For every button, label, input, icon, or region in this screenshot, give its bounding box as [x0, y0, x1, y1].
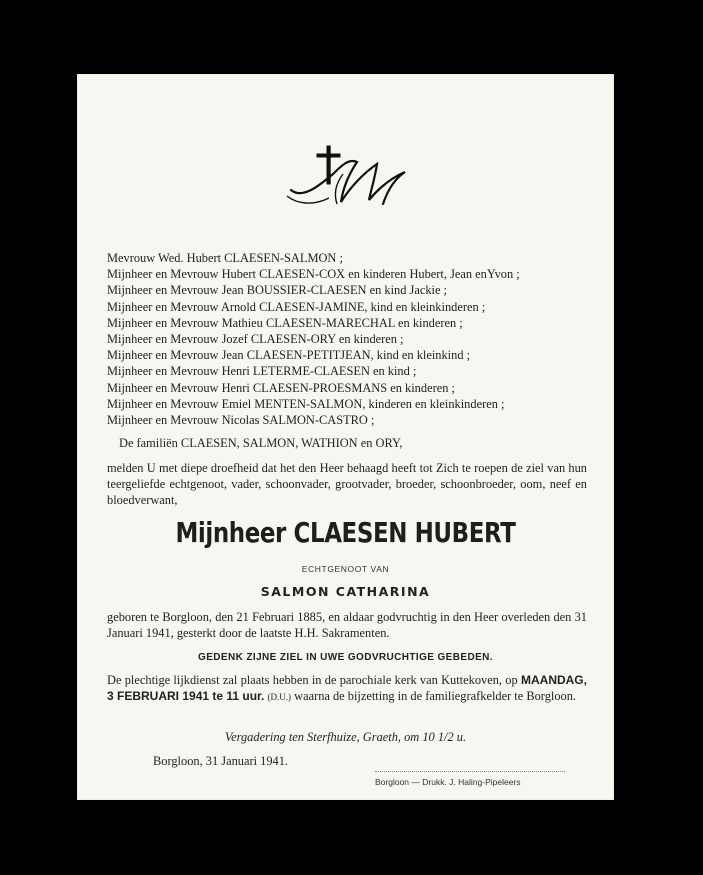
family-line: Mijnheer en Mevrouw Jean CLAESEN-PETITJEAN, kind en kleinkind ; — [107, 348, 471, 363]
cross-monogram-emblem — [283, 144, 413, 214]
family-line: Mijnheer en Mevrouw Nicolas SALMON-CASTRO ; — [107, 413, 375, 428]
prayer-line: GEDENK ZIJNE ZIEL IN UWE GODVRUCHTIGE GEBEDEN. — [198, 652, 493, 663]
deceased-name: Mijnheer CLAESEN HUBERT — [175, 516, 516, 549]
family-line: Mijnheer en Mevrouw Emiel MENTEN-SALMON, kinderen en kleinkinderen ; — [107, 396, 505, 411]
family-line: Mijnheer en Mevrouw Arnold CLAESEN-JAMINE, kind en kleinkinderen ; — [107, 299, 486, 314]
family-line: Mijnheer en Mevrouw Jean BOUSSIER-CLAESEN en kind Jackie ; — [107, 283, 447, 298]
place-date: Borgloon, 31 Januari 1941. — [153, 754, 289, 768]
family-line: Mijnheer en Mevrouw Mathieu CLAESEN-MARECHAL en kinderen ; — [107, 315, 463, 330]
funeral-text-part1: De plechtige lijkdienst zal plaats hebben in de parochiale kerk van Kuttekoven, op — [107, 673, 518, 687]
spouse-label: ECHTGENOOT VAN — [301, 564, 390, 574]
families-line: De familiën CLAESEN, SALMON, WATHION en ORY, — [119, 436, 403, 450]
family-line: Mijnheer en Mevrouw Henri LETERME-CLAESEN en kind ; — [107, 364, 417, 379]
memorial-card — [77, 74, 614, 800]
family-line: Mijnheer en Mevrouw Jozef CLAESEN-ORY en kinderen ; — [107, 332, 404, 347]
announcement-text: melden U met diepe droefheid dat het den Heer behaagd heeft tot Zich te roepen de ziel van hun teergeliefde echtgenoot, vader, schoonvader, grootvader, broeder, schoonbroeder, oom, neef en bloedverwant, — [107, 461, 587, 508]
birth-death-text: geboren te Borgloon, den 21 Februari 1885, en aldaar godvruchtig in den Heer overleden den 31 Januari 1941, gesterkt door de laatste H.H. Sakramenten. — [107, 610, 587, 641]
funeral-text — [107, 672, 587, 705]
spouse-name: SALMON CATHARINA — [260, 584, 431, 599]
printer-credit: Borgloon — Drukk. J. Haling-Pipeleers — [375, 777, 521, 787]
family-line: Mevrouw Wed. Hubert CLAESEN-SALMON ; — [107, 251, 343, 265]
funeral-date: MAANDAG, 3 FEBRUARI 1941 te 11 uur. — [107, 673, 587, 704]
family-list — [107, 250, 607, 428]
family-line: Mijnheer en Mevrouw Henri CLAESEN-PROESMANS en kinderen ; — [107, 380, 455, 395]
family-line: Mijnheer en Mevrouw Hubert CLAESEN-COX en kinderen Hubert, Jean enYvon ; — [107, 267, 520, 282]
funeral-text-part2: waarna de bijzetting in de familiegrafkelder te Borgloon. — [294, 689, 577, 704]
funeral-note: (D.U.) — [267, 692, 292, 703]
gathering-line: Vergadering ten Sterfhuize, Graeth, om 10 1/2 u. — [224, 730, 467, 744]
divider — [375, 771, 565, 772]
